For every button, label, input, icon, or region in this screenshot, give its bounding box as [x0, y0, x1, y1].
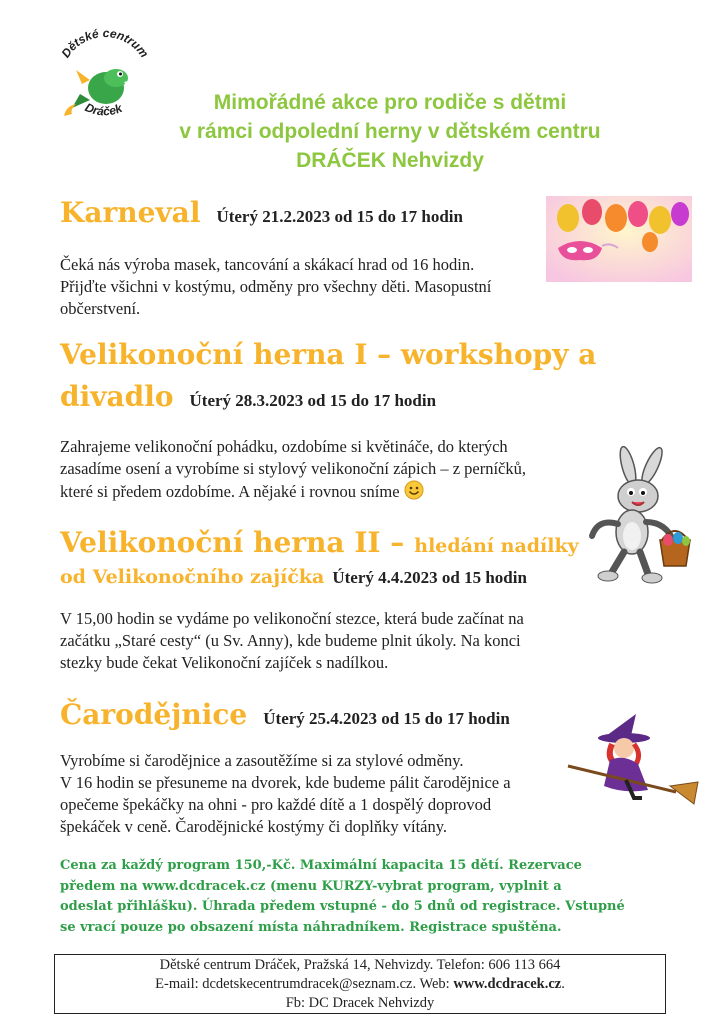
event-carodejnice-description — [60, 750, 511, 838]
smiley-icon — [404, 480, 424, 506]
footer-web-link[interactable]: www.dcdracek.cz — [453, 976, 562, 992]
description-line: zasadíme osení a vyrobíme si stylový velikonoční zápich – z perníčků, — [60, 459, 526, 478]
note-line: se vrací pouze po obsazení místa náhradníkem. Registrace spuštěna. — [60, 919, 562, 935]
description-line: Přijďte všichni v kostýmu, odměny pro všechny děti. Masopustní — [60, 277, 492, 296]
event-karneval-heading — [60, 196, 463, 229]
event-karneval-description — [60, 254, 491, 320]
witch-illustration — [566, 710, 700, 806]
footer-email: E-mail: dcdetskecentrumdracek@seznam.cz. Web: — [155, 976, 454, 992]
description-line: Čeká nás výroba masek, tancování a skákací hrad od 16 hodin. — [60, 255, 475, 274]
event-title: Velikonoční herna I – workshopy a — [60, 338, 597, 371]
event-title: Velikonoční herna II – — [60, 526, 405, 559]
description-line: opečeme špekáčky na ohni - pro každé dítě a 1 dospělý doprovod — [60, 795, 492, 814]
event-subtitle: hledání nadílky — [414, 535, 579, 557]
witch-on-broom-icon — [566, 710, 700, 806]
event-date: Úterý 4.4.2023 od 15 hodin — [332, 568, 527, 587]
header-line-2: v rámci odpolední herny v dětském centru — [179, 120, 601, 143]
event-title: Čarodějnice — [60, 698, 248, 731]
description-line: začátku „Staré cesty“ (u Sv. Anny), kde budeme plnit úkoly. Na konci — [60, 631, 521, 650]
description-line: V 16 hodin se přesuneme na dvorek, kde budeme pálit čarodějnice a — [60, 773, 511, 792]
event-title: Karneval — [60, 196, 201, 229]
contact-footer — [54, 954, 666, 1014]
easter-bunny-illustration — [578, 444, 698, 586]
description-line: stezky bude čekat Velikonoční zajíček s nadílkou. — [60, 653, 389, 672]
description-line: které si předem ozdobíme. A nějaké i rovnou sníme — [60, 480, 526, 506]
event-herna-1-heading — [60, 380, 436, 413]
note-line: Cena za každý program 150,-Kč. Maximální kapacita 15 dětí. Rezervace — [60, 858, 582, 873]
description-line: občerstvení. — [60, 299, 141, 318]
event-title: divadlo — [60, 380, 174, 413]
event-title: od Velikonočního zajíčka — [60, 566, 325, 588]
note-line: odeslat přihlášku). Úhrada předem vstupné - do 5 dnů od registrace. Vstupné — [60, 899, 625, 914]
easter-bunny-icon — [578, 444, 698, 586]
carnival-balloons-icon — [546, 196, 692, 282]
logo-top-text: Dětské centrum — [58, 28, 152, 61]
event-date: Úterý 28.3.2023 od 15 do 17 hodin — [189, 391, 437, 410]
event-herna-2-heading — [60, 526, 579, 559]
footer-address: Dětské centrum Dráček, Pražská 14, Nehvizdy. Telefon: 606 113 664 — [159, 957, 561, 973]
page-header — [110, 88, 670, 175]
pricing-note — [60, 856, 660, 938]
svg-text:Dětské centrum — [59, 28, 152, 61]
event-herna-2-description — [60, 608, 524, 674]
header-line-1: Mimořádné akce pro rodiče s dětmi — [213, 91, 567, 114]
event-herna-2-heading-2 — [60, 566, 527, 588]
description-line: Zahrajeme velikonoční pohádku, ozdobíme si květináče, do kterých — [60, 437, 508, 456]
event-herna-1-description — [60, 436, 526, 506]
footer-facebook: Fb: DC Dracek Nehvizdy — [285, 995, 435, 1011]
description-line: V 15,00 hodin se vydáme po velikonoční stezce, která bude začínat na — [60, 609, 524, 628]
logo-bottom-text: Dráček — [82, 100, 125, 119]
description-line: Vyrobíme si čarodějnice a zasoutěžíme si za stylové odměny. — [60, 751, 464, 770]
note-line: předem na www.dcdracek.cz (menu KURZY-vybrat program, vyplnit a — [60, 878, 562, 894]
event-date: Úterý 25.4.2023 od 15 do 17 hodin — [263, 709, 510, 728]
event-date: Úterý 21.2.2023 od 15 do 17 hodin — [216, 207, 463, 226]
description-line: špekáček v ceně. Čarodějnické kostýmy či doplňky vítány. — [60, 817, 448, 836]
event-carodejnice-heading — [60, 698, 510, 731]
carnival-illustration — [546, 196, 692, 282]
header-line-3: DRÁČEK Nehvizdy — [296, 149, 484, 172]
footer-contact: E-mail: dcdetskecentrumdracek@seznam.cz. Web: www.dcdracek.cz. — [155, 976, 565, 992]
